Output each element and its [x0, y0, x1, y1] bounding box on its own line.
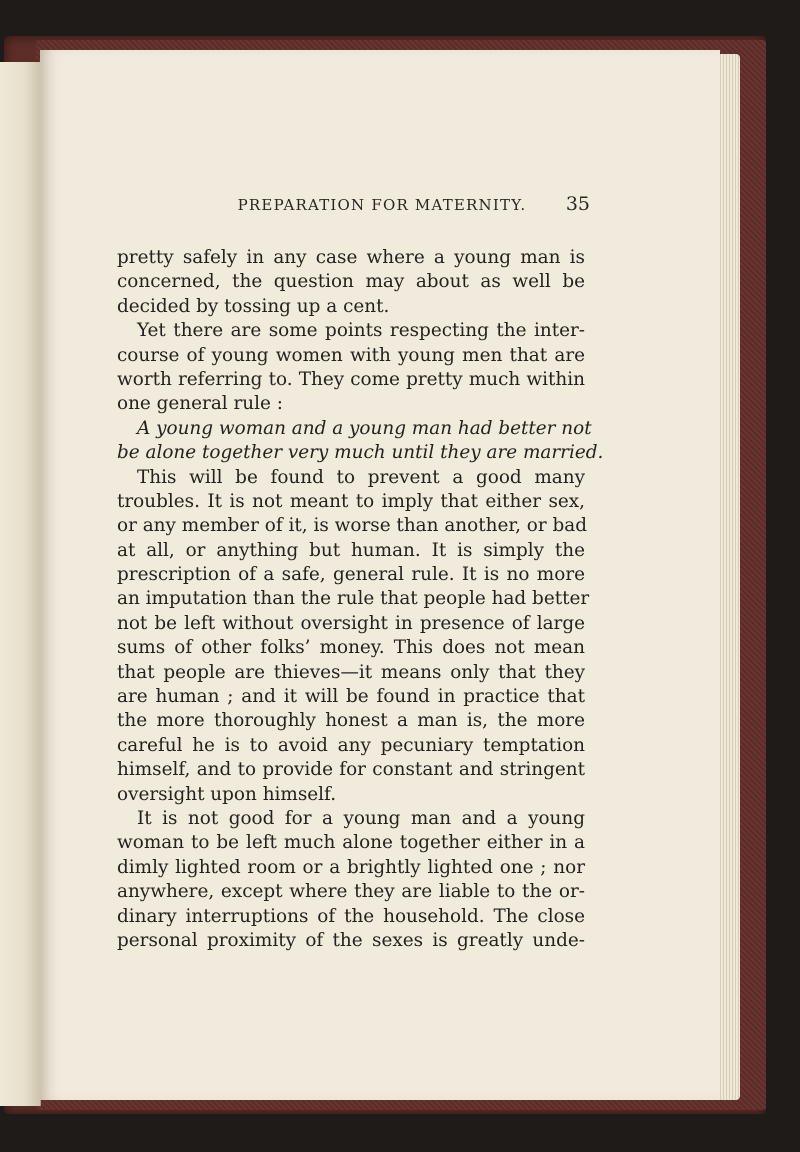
text-line: Yet there are some points respecting the inter- — [137, 320, 585, 342]
text-line: course of young women with young men that are — [117, 344, 585, 366]
text-line: personal proximity of the sexes is greatly unde- — [117, 929, 585, 951]
text-line: are human ; and it will be found in practice that — [117, 686, 585, 708]
text-line: the more thoroughly honest a man is, the more — [117, 710, 585, 732]
text-line: himself, and to provide for constant and stringent — [117, 759, 585, 781]
text-line: anywhere, except where they are liable to the or- — [117, 881, 585, 903]
italic-rule-line: A young woman and a young man had better not — [137, 417, 592, 439]
facing-page-edge — [0, 62, 41, 1106]
running-head-title: PREPARATION FOR MATERNITY. — [237, 196, 527, 214]
text-line: careful he is to avoid any pecuniary temptation — [117, 734, 585, 756]
text-line: concerned, the question may about as well be — [117, 271, 585, 293]
italic-rule-line: be alone together very much until they are married. — [117, 442, 604, 464]
text-line: one general rule : — [117, 393, 283, 415]
text-line: dinary interruptions of the household. The close — [117, 905, 585, 927]
text-line: decided by tossing up a cent. — [117, 295, 390, 317]
text-line: at all, or anything but human. It is simply the — [117, 539, 585, 561]
text-line: that people are thieves—it means only that they — [117, 661, 585, 683]
text-line: an imputation than the rule that people had better — [117, 588, 590, 610]
text-line: sums of other folks’ money. This does not mean — [117, 637, 585, 659]
text-line: It is not good for a young man and a young — [137, 807, 585, 829]
text-line: pretty safely in any case where a young man is — [117, 247, 585, 268]
text-line: prescription of a safe, general rule. It is no more — [117, 564, 585, 586]
page-number: 35 — [565, 193, 590, 215]
body-text — [117, 246, 604, 953]
text-line: woman to be left much alone together either in a — [117, 832, 585, 854]
text-line: dimly lighted room or a brightly lighted one ; nor — [117, 856, 585, 878]
book-page — [40, 50, 720, 1100]
text-line: or any member of it, is worse than another, or bad — [117, 515, 588, 537]
text-line: worth referring to. They come pretty much within — [117, 368, 585, 390]
text-line: This will be found to prevent a good many — [137, 466, 585, 488]
text-line: oversight upon himself. — [117, 783, 337, 805]
text-line: not be left without oversight in presence of large — [117, 612, 585, 634]
text-line: troubles. It is not meant to imply that either sex, — [117, 490, 585, 512]
